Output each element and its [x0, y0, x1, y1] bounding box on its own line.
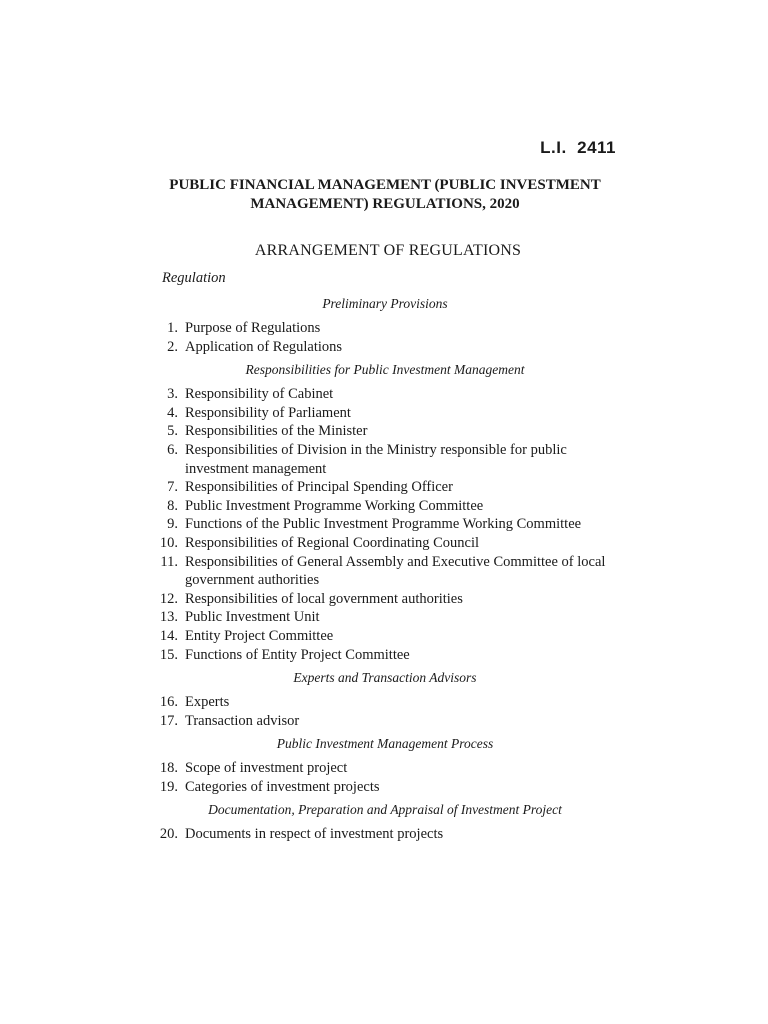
- entry-title: Documents in respect of investment projects: [185, 826, 444, 843]
- contents-entry: [150, 497, 620, 516]
- legislative-instrument-number: L.I. 2411: [540, 138, 616, 157]
- section-entries-experts: [150, 693, 620, 730]
- entry-title: Experts: [185, 694, 230, 711]
- regulation-column-label: Regulation: [162, 270, 226, 286]
- entry-number: 9.: [167, 516, 178, 533]
- contents-entry: [150, 338, 620, 357]
- contents-entry: [150, 627, 620, 646]
- entry-title: Responsibility of Cabinet: [185, 386, 334, 403]
- entry-number: 11.: [160, 553, 178, 570]
- entry-number: 16.: [159, 694, 178, 711]
- section-entries-documentation: [150, 825, 620, 844]
- entry-title: Responsibilities of General Assembly and Executive Committee of local government authorities: [185, 553, 606, 589]
- contents-entry: [150, 778, 620, 797]
- entry-title: Transaction advisor: [185, 712, 300, 729]
- contents-entry: [150, 590, 620, 609]
- section-heading-process: Public Investment Management Process: [276, 736, 494, 752]
- entry-number: 19.: [159, 778, 178, 795]
- contents-entry: [150, 534, 620, 553]
- contents-entry: [150, 404, 620, 423]
- entry-title: Public Investment Unit: [185, 609, 320, 626]
- entry-title: Entity Project Committee: [185, 627, 334, 644]
- section-heading-preliminary-provisions: Preliminary Provisions: [322, 296, 448, 311]
- contents-entry: [150, 712, 620, 731]
- section-entries-preliminary: [150, 319, 620, 356]
- document-title-line-2: MANAGEMENT) REGULATIONS, 2020: [250, 196, 520, 212]
- contents-entry: [150, 608, 620, 627]
- entry-number: 10.: [159, 534, 178, 551]
- entry-number: 2.: [167, 338, 178, 355]
- entry-number: 13.: [159, 609, 178, 626]
- document-title-line-1: PUBLIC FINANCIAL MANAGEMENT (PUBLIC INVESTMENT: [169, 177, 601, 193]
- contents-entry: [150, 515, 620, 534]
- entry-title: Responsibilities of Regional Coordinating Council: [185, 534, 480, 551]
- arrangement-heading: ARRANGEMENT OF REGULATIONS: [254, 242, 522, 259]
- entry-title: Scope of investment project: [185, 760, 348, 777]
- entry-title: Application of Regulations: [185, 338, 343, 355]
- entry-title: Public Investment Programme Working Committee: [185, 497, 484, 514]
- entry-number: 17.: [159, 712, 178, 729]
- entry-title: Responsibility of Parliament: [185, 404, 351, 421]
- contents-entry: [150, 759, 620, 778]
- entry-number: 18.: [159, 760, 178, 777]
- entry-number: 4.: [167, 404, 178, 421]
- section-heading-experts: Experts and Transaction Advisors: [293, 670, 477, 686]
- entry-number: 3.: [167, 386, 178, 403]
- section-heading-documentation: Documentation, Preparation and Appraisal of Investment Project: [208, 802, 562, 818]
- contents-entry: [150, 319, 620, 338]
- section-entries-responsibilities: [150, 385, 620, 664]
- contents-entry: [150, 646, 620, 665]
- entry-number: 15.: [159, 646, 178, 663]
- contents-entry: [150, 693, 620, 712]
- table-of-contents: [150, 294, 620, 848]
- entry-number: 8.: [167, 497, 178, 514]
- entry-title: Responsibilities of Division in the Ministry responsible for public investment management: [185, 441, 567, 477]
- contents-entry: [150, 385, 620, 404]
- entry-title: Functions of Entity Project Committee: [185, 646, 410, 663]
- entry-number: 7.: [167, 479, 178, 496]
- contents-entry: [150, 441, 620, 478]
- entry-number: 1.: [167, 320, 178, 336]
- entry-title: Responsibilities of local government authorities: [185, 590, 463, 607]
- entry-title: Categories of investment projects: [185, 778, 380, 795]
- entry-number: 6.: [167, 441, 178, 458]
- entry-title: Responsibilities of the Minister: [185, 423, 368, 440]
- document-title: [150, 176, 620, 214]
- entry-number: 14.: [159, 627, 178, 644]
- contents-entry: [150, 478, 620, 497]
- contents-entry: [150, 553, 620, 590]
- entry-title: Functions of the Public Investment Programme Working Committee: [185, 516, 582, 533]
- entry-title: Responsibilities of Principal Spending Officer: [185, 479, 453, 496]
- entry-title: Purpose of Regulations: [185, 320, 321, 336]
- section-entries-process: [150, 759, 620, 796]
- section-heading-responsibilities: Responsibilities for Public Investment Management: [245, 362, 525, 378]
- entry-number: 20.: [159, 826, 178, 843]
- contents-entry: [150, 825, 620, 844]
- entry-number: 12.: [159, 590, 178, 607]
- entry-number: 5.: [167, 423, 178, 440]
- contents-entry: [150, 422, 620, 441]
